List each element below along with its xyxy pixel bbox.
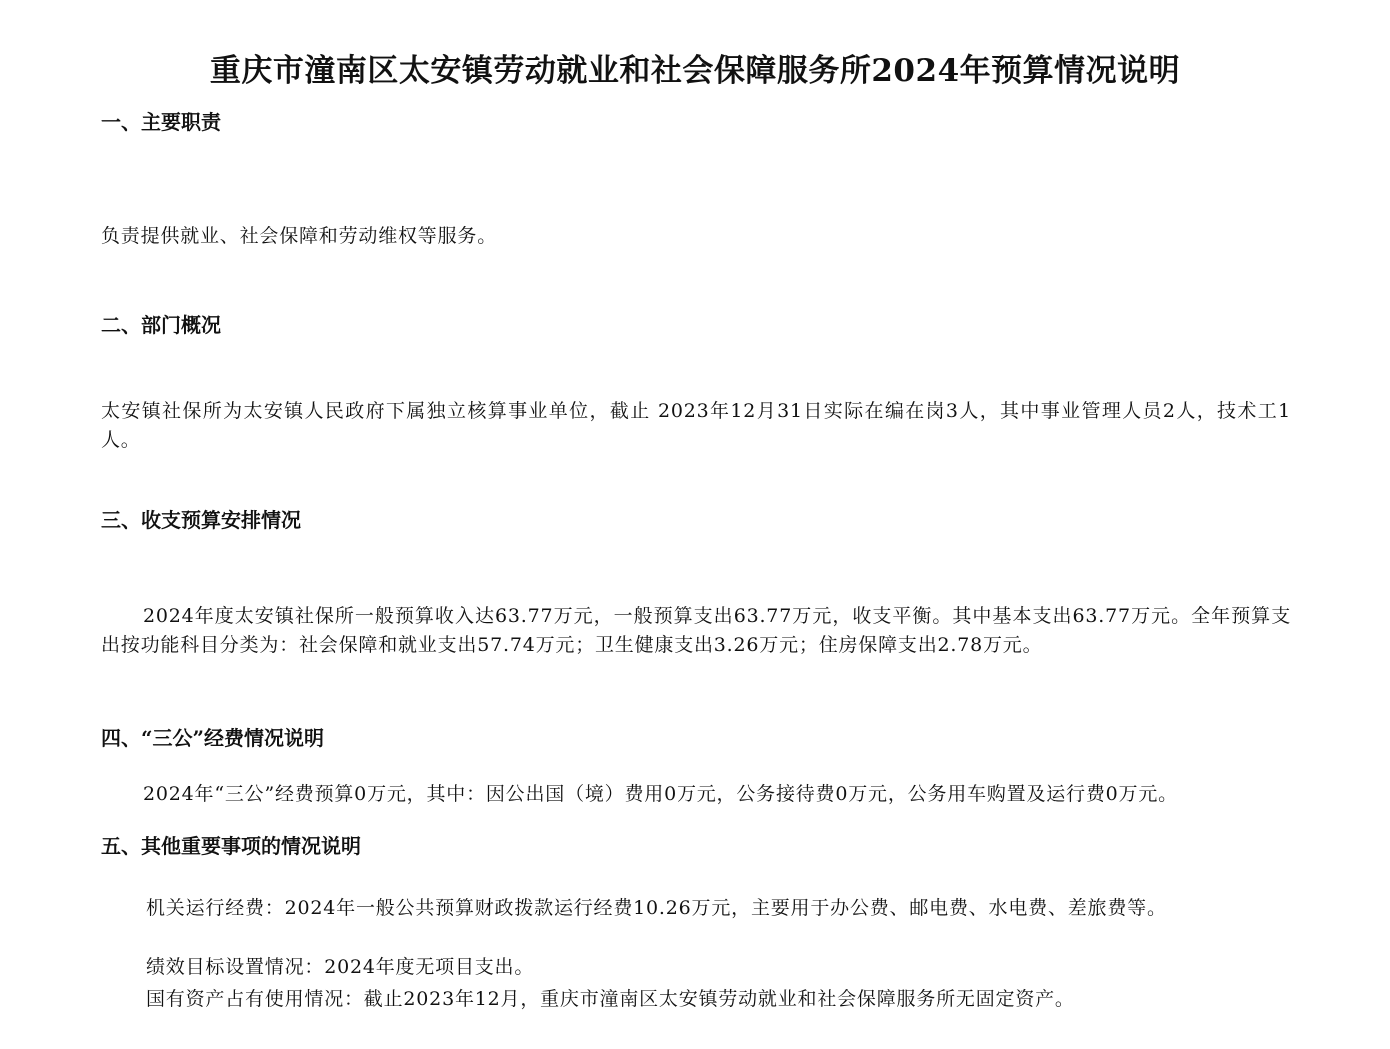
section-heading-other-matters: 五、其他重要事项的情况说明 [101,834,361,858]
section-paragraph-three-public: 2024年“三公”经费预算0万元，其中：因公出国（境）费用0万元，公务接待费0万元，公务用车购置及运行费0万元。 [143,783,1178,805]
section-heading-overview: 二、部门概况 [101,313,221,337]
section-paragraph-performance-goals: 绩效目标设置情况：2024年度无项目支出。 [146,956,535,978]
section-heading-budget: 三、收支预算安排情况 [101,508,301,532]
document-title: 重庆市潼南区太安镇劳动就业和社会保障服务所2024年预算情况说明 [209,53,1181,89]
section-paragraph-overview: 太安镇社保所为太安镇人民政府下属独立核算事业单位，截止 2023年12月31日实际在编在岗3人，其中事业管理人员2人，技术工1人。 [101,400,1291,451]
section-paragraph-duties: 负责提供就业、社会保障和劳动维权等服务。 [101,225,498,247]
section-paragraph-state-assets: 国有资产占有使用情况：截止2023年12月，重庆市潼南区太安镇劳动就业和社会保障服务所无固定资产。 [146,988,1075,1010]
section-heading-duties: 一、主要职责 [101,110,221,134]
section-heading-three-public: 四、“三公”经费情况说明 [101,726,325,750]
section-paragraph-budget: 2024年度太安镇社保所一般预算收入达63.77万元，一般预算支出63.77万元，收支平衡。其中基本支出63.77万元。全年预算支出按功能科目分类为：社会保障和就业支出57.74万元；卫生健康支出3.26万元；住房保障支出2.78万元。 [101,605,1291,656]
section-paragraph-operating-expenses: 机关运行经费：2024年一般公共预算财政拨款运行经费10.26万元，主要用于办公费、邮电费、水电费、差旅费等。 [146,897,1167,919]
